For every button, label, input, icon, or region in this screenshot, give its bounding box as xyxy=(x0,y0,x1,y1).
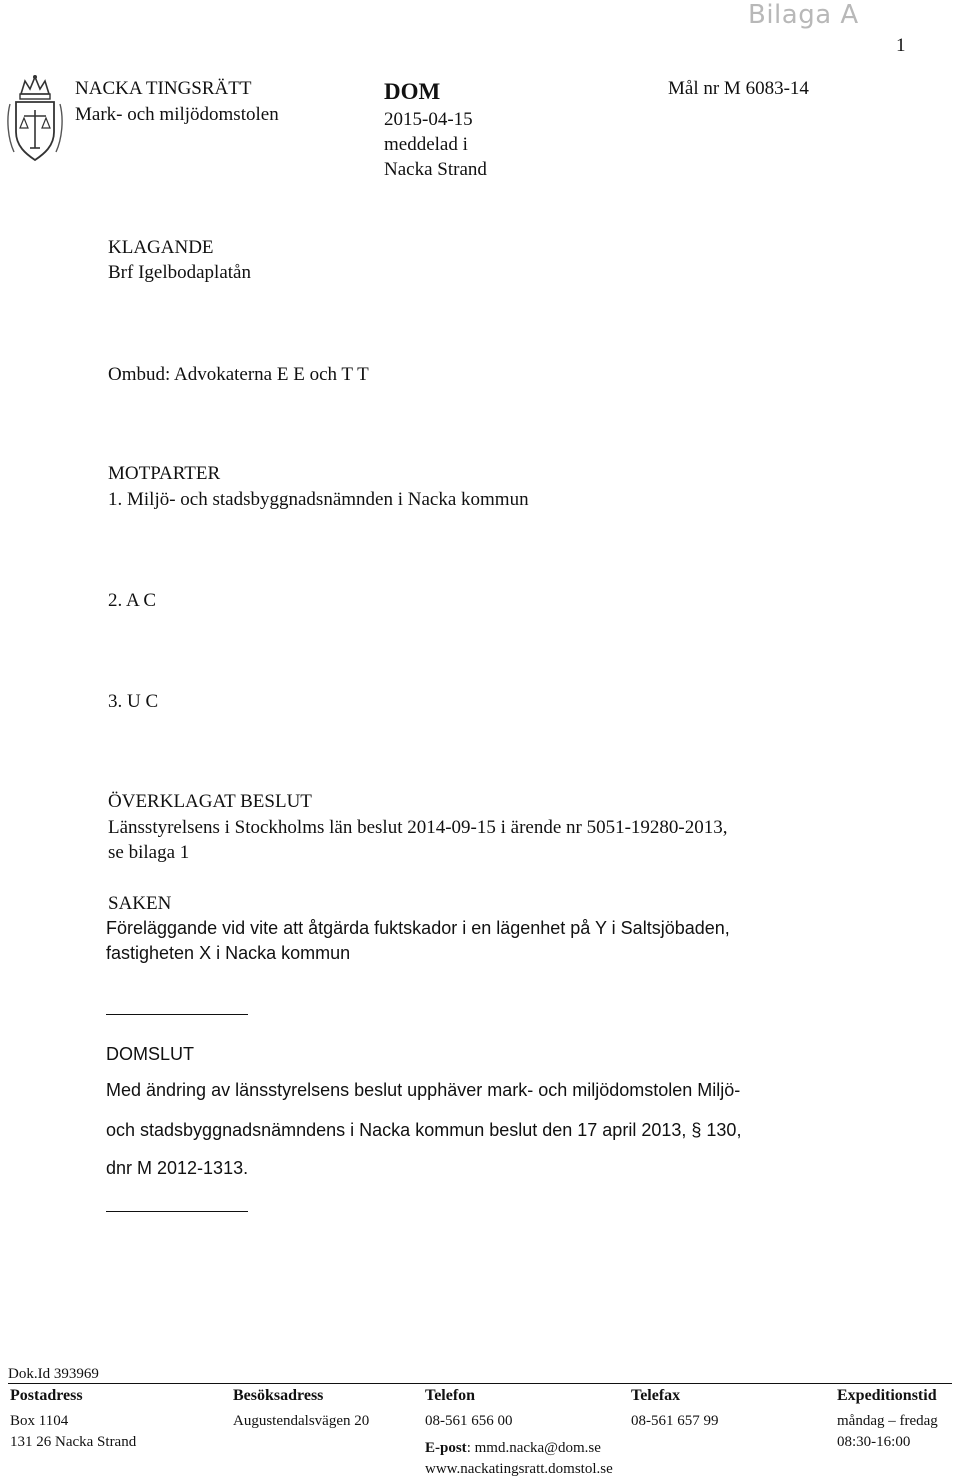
footer-rule xyxy=(8,1383,952,1384)
appealed-decision-heading: ÖVERKLAGAT BESLUT xyxy=(108,791,312,812)
document-date: 2015-04-15 xyxy=(384,109,473,130)
section-divider xyxy=(106,1211,248,1212)
respondent-item: 2. A C xyxy=(108,590,157,611)
footer-heading-phone: Telefon xyxy=(425,1387,476,1404)
court-division: Mark- och miljödomstolen xyxy=(75,104,279,125)
footer-heading-postal: Postadress xyxy=(10,1387,83,1404)
court-name: NACKA TINGSRÄTT xyxy=(75,78,252,99)
visiting-address: Augustendalsvägen 20 xyxy=(233,1413,370,1429)
judgment-text-part: och stadsbyggnadsnämndens i Nacka kommun beslut den 17 april 2013, xyxy=(106,1120,687,1140)
issued-place: Nacka Strand xyxy=(384,159,487,180)
opening-hours: 08:30-16:00 xyxy=(837,1434,911,1450)
phone-number: 08-561 656 00 xyxy=(425,1413,513,1429)
postal-address-line: Box 1104 xyxy=(10,1413,69,1429)
section-sign: § xyxy=(691,1120,702,1140)
footer-heading-fax: Telefax xyxy=(631,1387,681,1404)
postal-address-line: 131 26 Nacka Strand xyxy=(10,1434,137,1450)
judgment-text: dnr M 2012-1313. xyxy=(106,1158,249,1178)
section-divider xyxy=(106,1014,248,1015)
footer-heading-hours: Expeditionstid xyxy=(837,1387,937,1404)
judgment-text: Med ändring av länsstyrelsens beslut upphäver mark- och miljödomstolen Miljö- xyxy=(106,1080,741,1100)
fax-number: 08-561 657 99 xyxy=(631,1413,719,1429)
court-emblem-icon xyxy=(4,74,66,166)
respondent-item: 1. Miljö- och stadsbyggnadsnämnden i Nacka kommun xyxy=(108,489,529,510)
judgment-text-part: 130, xyxy=(706,1120,742,1140)
judgment-heading: DOMSLUT xyxy=(106,1044,195,1064)
issued-label: meddelad i xyxy=(384,134,468,155)
matter-text: Föreläggande vid vite att åtgärda fuktskador i en lägenhet på Y i Saltsjöbaden, xyxy=(106,918,730,938)
appellant-name: Brf Igelbodaplatån xyxy=(108,262,251,283)
appealed-decision-text: Länsstyrelsens i Stockholms län beslut 2014-09-15 i ärende nr 5051-19280-2013, xyxy=(108,817,728,838)
appealed-decision-text: se bilaga 1 xyxy=(108,842,190,863)
case-number: Mål nr M 6083-14 xyxy=(668,78,809,99)
document-id: Dok.Id 393969 xyxy=(8,1366,99,1382)
document-type: DOM xyxy=(384,79,441,104)
matter-heading: SAKEN xyxy=(108,893,172,914)
email-line[interactable] xyxy=(425,1438,601,1458)
footer-heading-visit: Besöksadress xyxy=(233,1387,324,1404)
respondent-item: 3. U C xyxy=(108,691,159,712)
respondents-heading: MOTPARTER xyxy=(108,463,221,484)
appendix-label: Bilaga A xyxy=(748,0,859,30)
email-label: E-post xyxy=(425,1440,467,1456)
appellant-heading: KLAGANDE xyxy=(108,237,214,258)
page-number: 1 xyxy=(896,35,906,56)
email-address[interactable]: : mmd.nacka@dom.se xyxy=(466,1440,601,1456)
opening-days: måndag – fredag xyxy=(837,1413,938,1429)
website-link[interactable]: www.nackatingsratt.domstol.se xyxy=(425,1461,613,1477)
counsel: Ombud: Advokaterna E E och T T xyxy=(108,364,369,385)
matter-text: fastigheten X i Nacka kommun xyxy=(106,943,351,963)
judgment-text xyxy=(106,1118,741,1142)
